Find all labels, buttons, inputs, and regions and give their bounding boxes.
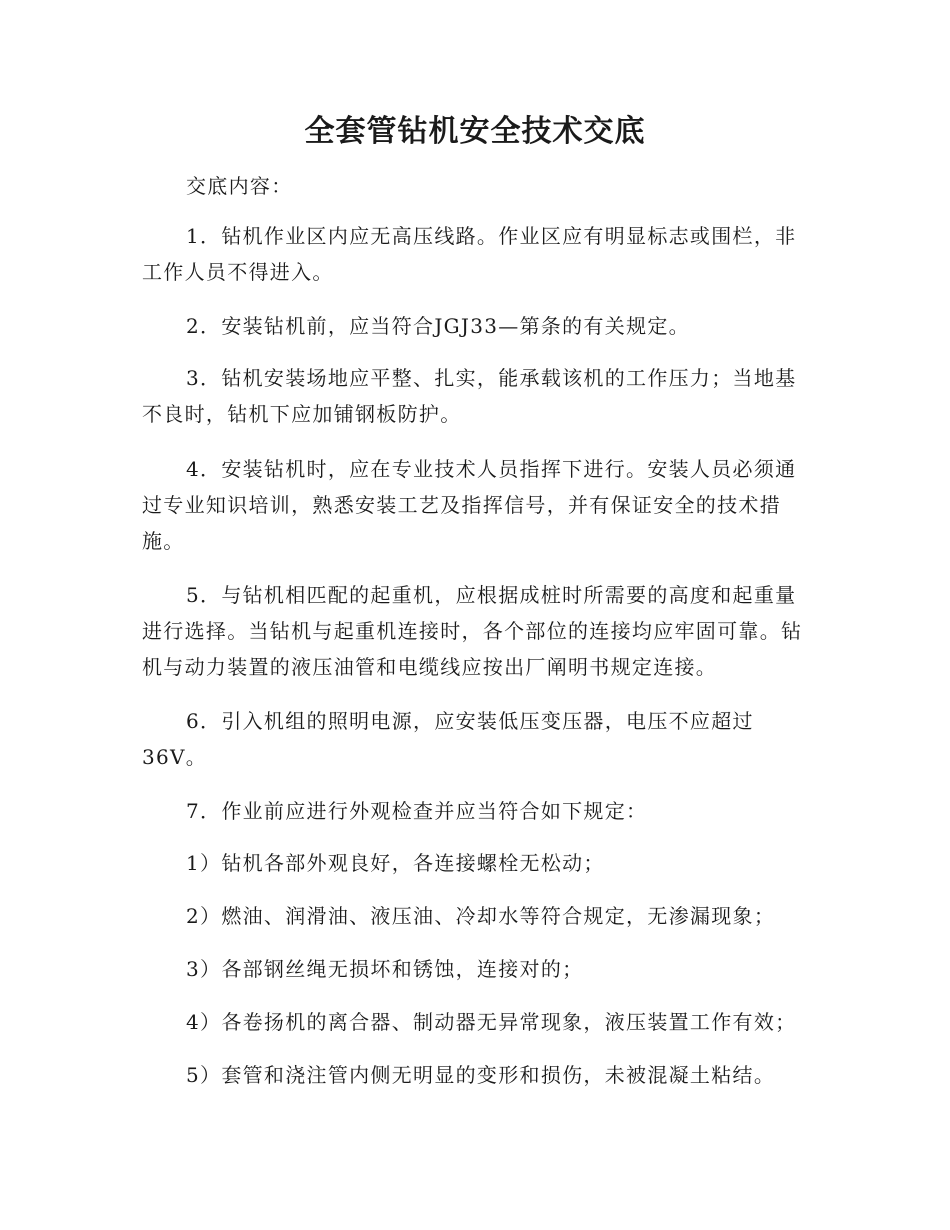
subitem-4-paragraph: 4）各卷扬机的离合器、制动器无异常现象，液压装置工作有效； — [186, 1010, 797, 1034]
item-6-paragraph: 6．引入机组的照明电源，应安装低压变压器，电压不应超过36V。 — [142, 709, 754, 769]
subitem-2-paragraph: 2）燃油、润滑油、液压油、冷却水等符合规定，无渗漏现象； — [186, 904, 776, 928]
subitem-1-paragraph: 1）钻机各部外观良好，各连接螺栓无松动； — [186, 851, 605, 875]
item-3-paragraph: 3．钻机安装场地应平整、扎实，能承载该机的工作压力；当地基不良时，钻机下应加铺钢板防护。 — [142, 366, 797, 426]
item-1-paragraph: 1．钻机作业区内应无高压线路。作业区应有明显标志或围栏，非工作人员不得进入。 — [142, 224, 797, 284]
intro-paragraph: 交底内容： — [186, 174, 293, 198]
item-5-paragraph: 5．与钻机相匹配的起重机，应根据成桩时所需要的高度和起重量进行选择。当钻机与起重机连接时，各个部位的连接均应牢固可靠。钻机与动力装置的液压油管和电缆线应按出厂阐明书规定连接。 — [142, 583, 803, 679]
document-title: 全套管钻机安全技术交底 — [304, 114, 646, 149]
item-2-paragraph: 2．安装钻机前，应当符合JGJ33—第条的有关规定。 — [186, 314, 690, 338]
subitem-3-paragraph: 3）各部钢丝绳无损坏和锈蚀，连接对的； — [186, 957, 584, 981]
item-7-paragraph: 7．作业前应进行外观检查并应当符合如下规定： — [186, 799, 648, 823]
subitem-5-paragraph: 5）套管和浇注管内侧无明显的变形和损伤，未被混凝土粘结。 — [186, 1063, 776, 1087]
item-4-paragraph: 4．安装钻机时，应在专业技术人员指挥下进行。安装人员必须通过专业知识培训，熟悉安装工艺及指挥信号，并有保证安全的技术措施。 — [142, 457, 797, 553]
